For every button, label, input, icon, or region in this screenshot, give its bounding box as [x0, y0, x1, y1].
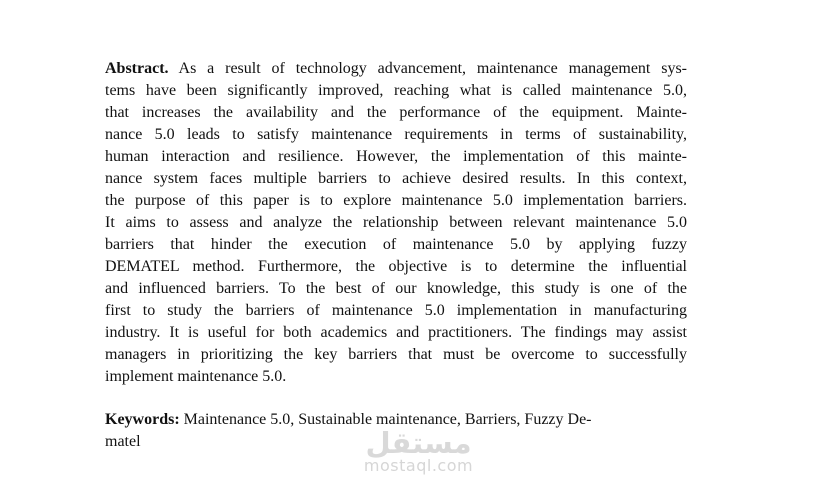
watermark-site-text: mostaql.com — [363, 456, 474, 475]
abstract-line: managers in prioritizing the key barriers that must be overcome to successfully — [105, 346, 687, 363]
abstract-line: implement maintenance 5.0. — [105, 368, 287, 385]
abstract-line: nance system faces multiple barriers to achieve desired results. In this context, — [105, 170, 687, 187]
abstract-line-text: As a result of technology advancement, maintenance management sys- — [168, 60, 687, 77]
keywords-label: Keywords: — [105, 411, 180, 428]
abstract-line: the purpose of this paper is to explore maintenance 5.0 implementation barriers. — [105, 192, 687, 209]
mostaql-logo: مستقل — [365, 426, 472, 460]
abstract-line: and influenced barriers. To the best of our knowledge, this study is one of the — [105, 280, 687, 297]
abstract-line: nance 5.0 leads to satisfy maintenance requirements in terms of sustainability, — [105, 126, 687, 143]
keywords-section — [105, 409, 687, 453]
keywords-line: matel — [105, 433, 141, 450]
abstract-line: barriers that hinder the execution of maintenance 5.0 by applying fuzzy — [105, 236, 687, 253]
abstract-line: It aims to assess and analyze the relationship between relevant maintenance 5.0 — [105, 214, 687, 231]
abstract-section — [105, 58, 687, 388]
abstract-line: human interaction and resilience. However, the implementation of this mainte- — [105, 148, 687, 165]
abstract-line — [105, 58, 687, 80]
abstract-label: Abstract. — [105, 60, 169, 77]
abstract-line: first to study the barriers of maintenance 5.0 implementation in manufacturing — [105, 302, 687, 319]
abstract-line: DEMATEL method. Furthermore, the objective is to determine the influential — [105, 258, 687, 275]
abstract-line: tems have been significantly improved, reaching what is called maintenance 5.0, — [105, 82, 687, 99]
keywords-line — [105, 409, 687, 431]
keywords-line-text: Maintenance 5.0, Sustainable maintenance, Barriers, Fuzzy De- — [179, 411, 592, 428]
abstract-line: that increases the availability and the performance of the equipment. Mainte- — [105, 104, 687, 121]
abstract-line: industry. It is useful for both academics and practitioners. The findings may assist — [105, 324, 687, 341]
